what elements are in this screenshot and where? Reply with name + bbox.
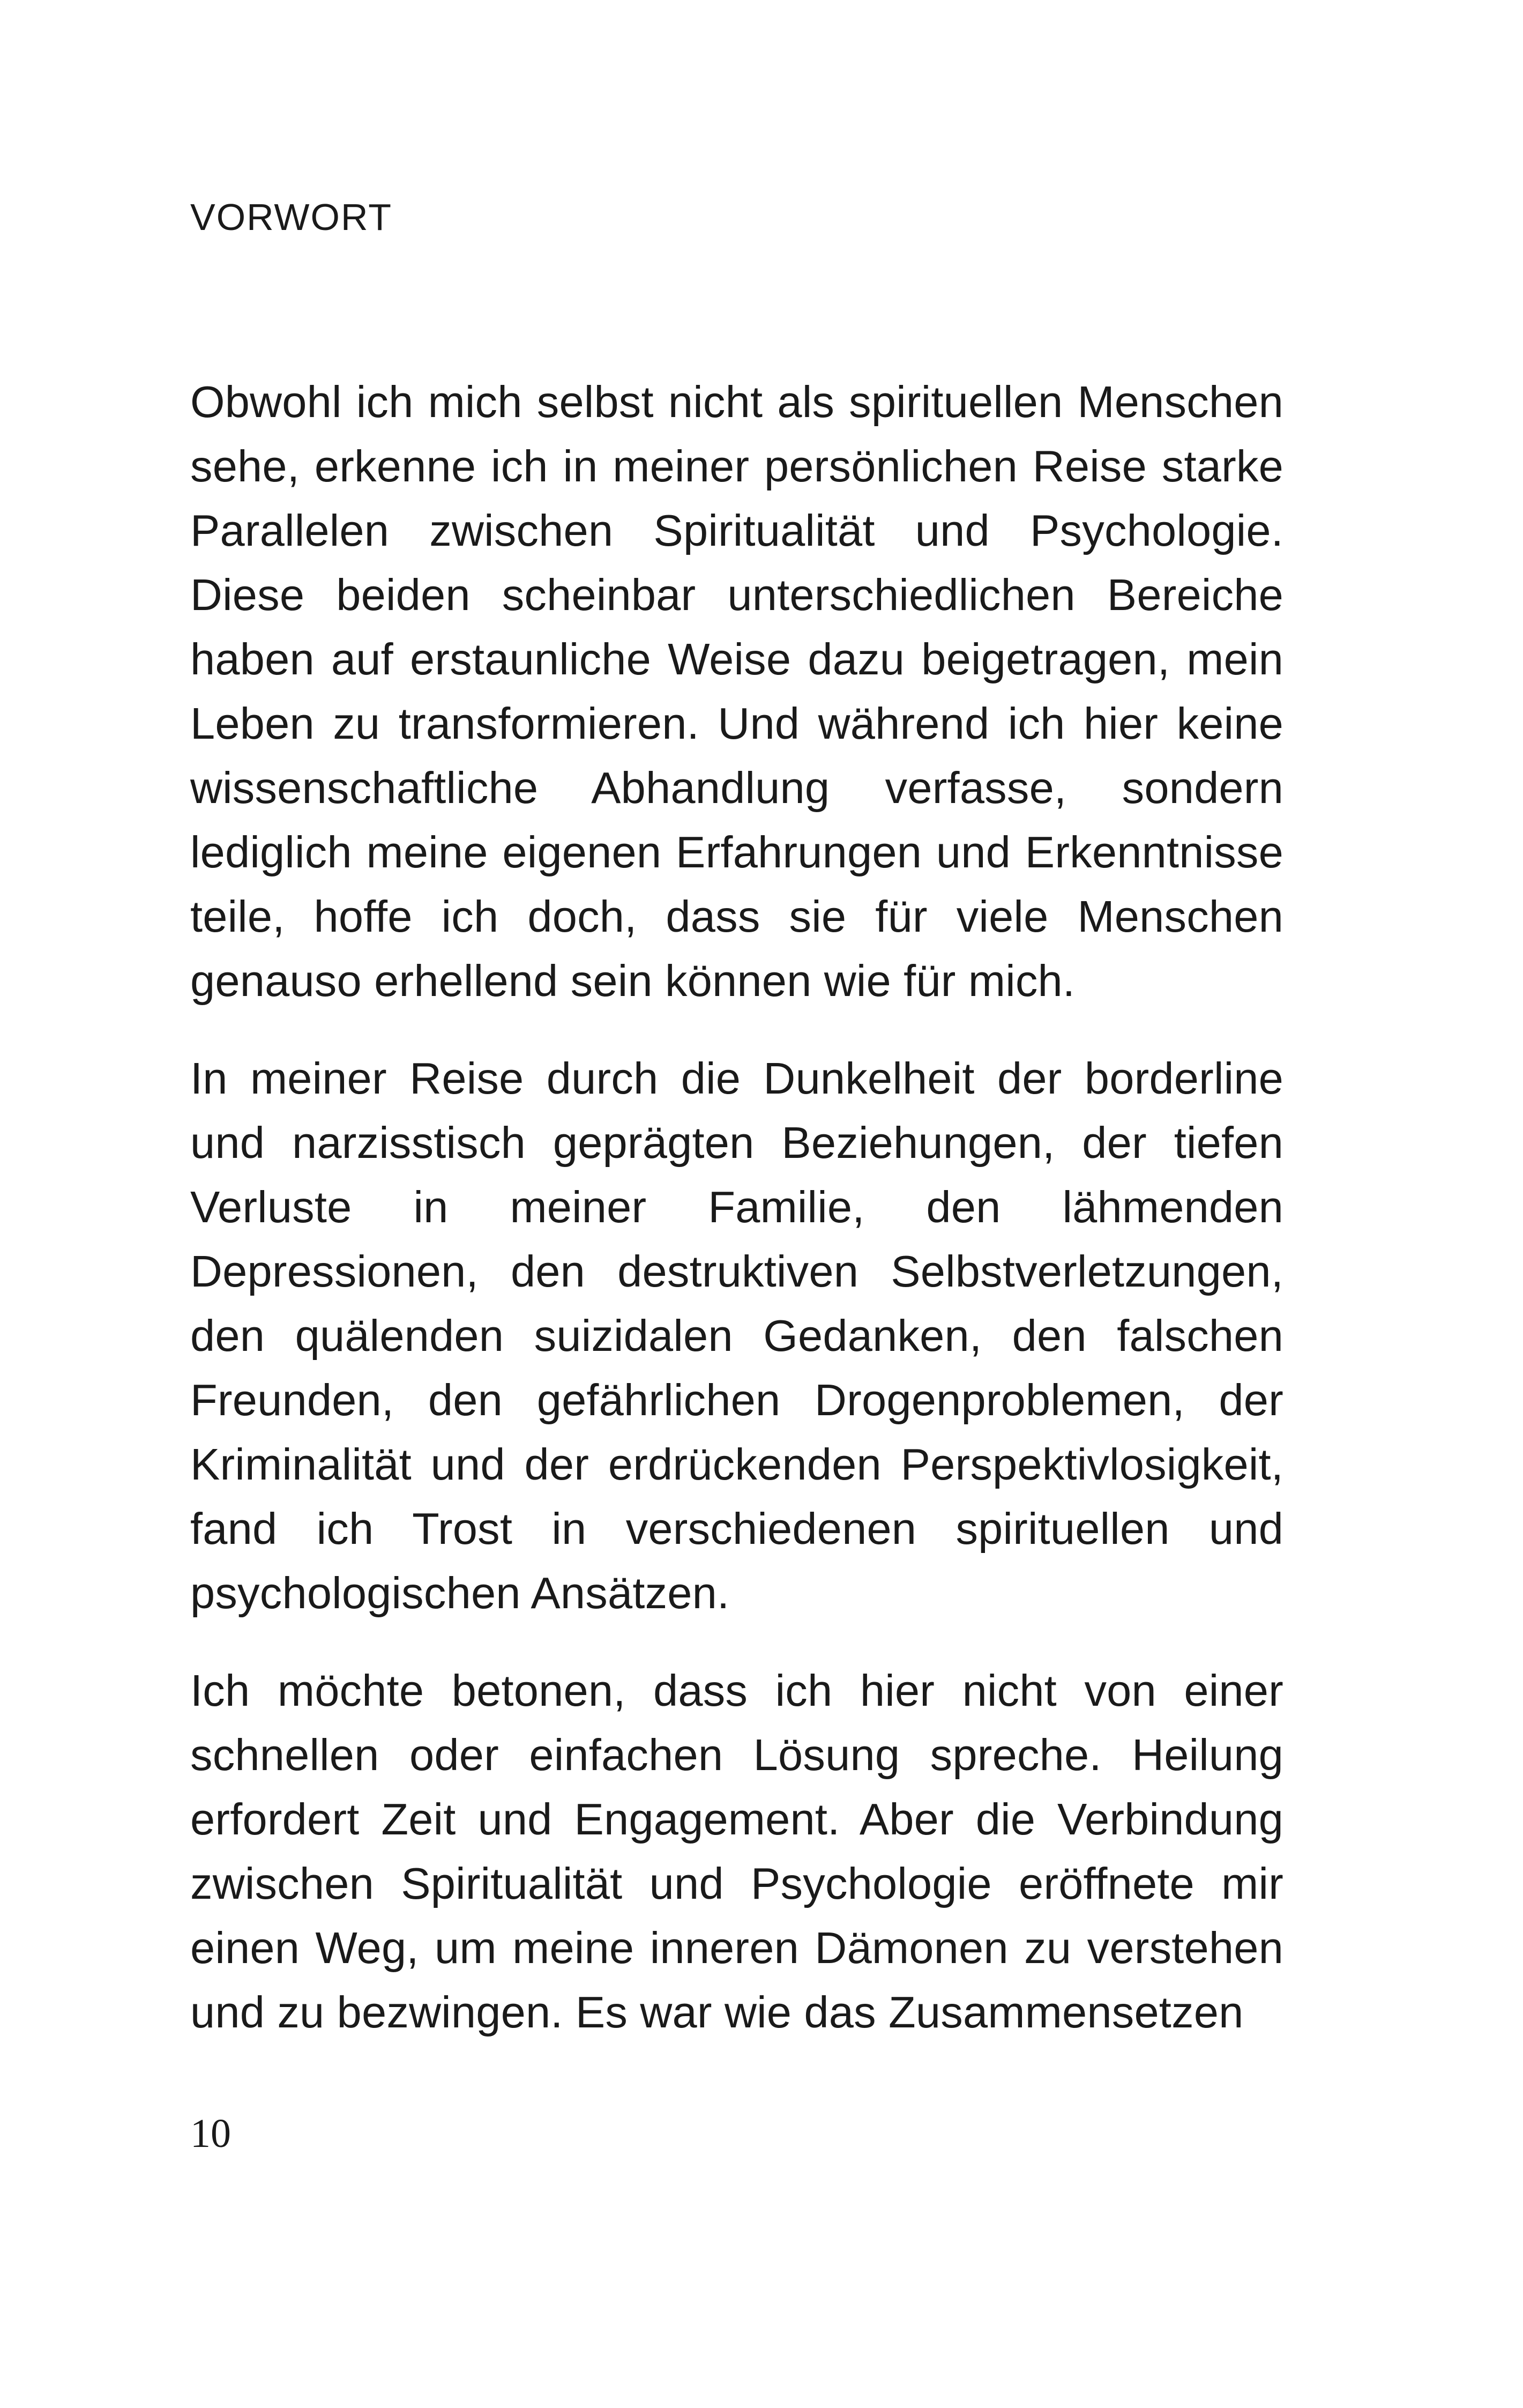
paragraph-2: In meiner Reise durch die Dunkelheit der borderline und narzisstisch geprägten Beziehungen, der tiefen Verluste in meiner Familie, den lähmenden Depressionen, den destruktiven Selbstverletzungen, den quälenden suizidalen Gedanken, den falschen Freunden, den gefährlichen Drogenproblemen, der Kriminalität und der erdrückenden Perspektivlosigkeit, fand ich Trost in verschiedenen spirituellen und psychologischen Ansätzen. [190,1053,1283,1618]
body-text [190,370,1283,2078]
page-number: 10 [190,2111,231,2156]
paragraph-3: Ich möchte betonen, dass ich hier nicht von einer schnellen oder einfachen Lösung spreche. Heilung erfordert Zeit und Engagement. Aber die Verbindung zwischen Spiritualität und Psychologie eröffnete mir einen Weg, um meine inneren Dämonen zu verstehen und zu bezwingen. Es war wie das Zusammensetzen [190,1666,1283,2037]
paragraph-1: Obwohl ich mich selbst nicht als spirituellen Menschen sehe, erkenne ich in meiner persönlichen Reise starke Parallelen zwischen Spiritualität und Psychologie. Diese beiden scheinbar unterschiedlichen Bereiche haben auf erstaunliche Weise dazu beigetragen, mein Leben zu transformieren. Und während ich hier keine wissenschaftliche Abhandlung verfasse, sondern lediglich meine eigenen Erfahrungen und Erkenntnisse teile, hoffe ich doch, dass sie für viele Menschen genauso erhellend sein können wie für mich. [190,377,1283,1006]
chapter-heading: VORWORT [190,196,392,238]
